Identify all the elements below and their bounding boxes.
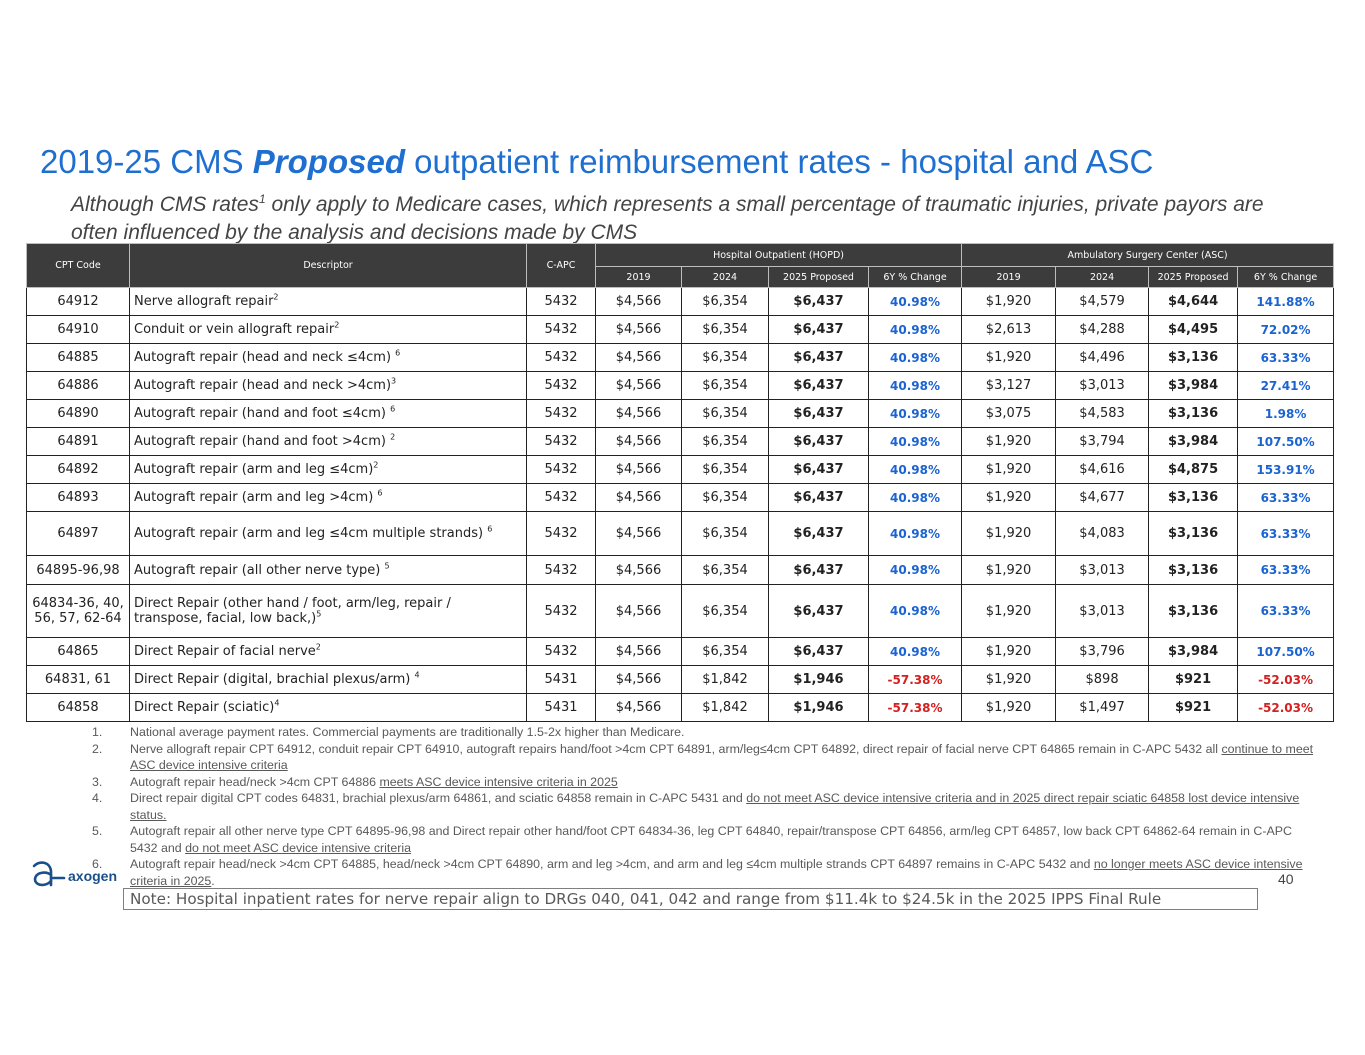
- asc-2019-cell: $1,920: [962, 456, 1056, 484]
- hopd-2025-proposed-cell: $6,437: [769, 512, 869, 556]
- table-row: [27, 638, 1334, 666]
- footnote-item: [92, 774, 1322, 791]
- hopd-2025-proposed-cell: $6,437: [769, 638, 869, 666]
- asc-6y-change-cell: 63.33%: [1238, 344, 1334, 372]
- descriptor-text: Direct Repair of facial nerve: [134, 644, 316, 659]
- hopd-2019-cell: $4,566: [596, 484, 682, 512]
- capc-cell: 5432: [527, 400, 596, 428]
- subtitle-footnote-ref: 1: [258, 192, 266, 206]
- hopd-6y-change-cell: 40.98%: [869, 638, 962, 666]
- descriptor-text: Direct Repair (digital, brachial plexus/arm): [134, 672, 415, 687]
- table-row: [27, 344, 1334, 372]
- asc-6y-change-cell: -52.03%: [1238, 666, 1334, 694]
- capc-cell: 5432: [527, 512, 596, 556]
- hopd-2019-cell: $4,566: [596, 638, 682, 666]
- footnote-text: Nerve allograft repair CPT 64912, conduit repair CPT 64910, autograft repairs hand/foot >4cm CPT 64891, arm/leg≤4cm CPT 64892, direct repair of facial nerve CPT 64865 remain in C-APC 5432 all: [130, 741, 1222, 756]
- header-asc-2024: 2024: [1056, 267, 1149, 288]
- hopd-2024-cell: $1,842: [682, 666, 769, 694]
- capc-cell: 5432: [527, 288, 596, 316]
- descriptor-text: Autograft repair (arm and leg ≤4cm): [134, 462, 374, 477]
- asc-6y-change-cell: 63.33%: [1238, 556, 1334, 585]
- descriptor-cell: [130, 372, 527, 400]
- capc-cell: 5432: [527, 456, 596, 484]
- asc-2025-proposed-cell: $921: [1149, 694, 1238, 722]
- footnote-number: 6.: [92, 857, 103, 871]
- hopd-6y-change-cell: 40.98%: [869, 512, 962, 556]
- asc-2024-cell: $4,288: [1056, 316, 1149, 344]
- header-hopd-2024: 2024: [682, 267, 769, 288]
- footnote-text: Autograft repair all other nerve type CPT 64895-96,98 and Direct repair other hand/foot CPT 64834-36, leg CPT 64840, repair/transpose CPT 64856, arm/leg CPT 64857, low back CPT 64862-64 remain in C-APC 5432 and: [130, 824, 1292, 855]
- footnote-item: [92, 741, 1322, 774]
- asc-2019-cell: $1,920: [962, 288, 1056, 316]
- capc-cell: 5432: [527, 638, 596, 666]
- descriptor-text: Direct Repair (sciatic): [134, 700, 275, 715]
- asc-2025-proposed-cell: $921: [1149, 666, 1238, 694]
- footnote-ref: 5: [384, 561, 390, 571]
- hopd-2019-cell: $4,566: [596, 456, 682, 484]
- cpt-code-cell: 64890: [27, 400, 130, 428]
- table-row: [27, 585, 1334, 638]
- asc-2019-cell: $1,920: [962, 512, 1056, 556]
- footnote-ref: 4: [274, 698, 280, 708]
- subtitle-post: only apply to Medicare cases, which represents a small percentage of traumatic injuries, private payors are often influenced by the analysis and decisions made by CMS: [71, 193, 1264, 244]
- descriptor-cell: [130, 638, 527, 666]
- hopd-2025-proposed-cell: $1,946: [769, 666, 869, 694]
- hopd-2024-cell: $6,354: [682, 512, 769, 556]
- hopd-2019-cell: $4,566: [596, 512, 682, 556]
- hopd-2024-cell: $6,354: [682, 484, 769, 512]
- header-hopd-2025-proposed: 2025 Proposed: [769, 267, 869, 288]
- hopd-6y-change-cell: 40.98%: [869, 372, 962, 400]
- asc-2024-cell: $3,013: [1056, 556, 1149, 585]
- footnote-emphasis: do not meet ASC device intensive criteria: [185, 840, 412, 855]
- capc-cell: 5431: [527, 666, 596, 694]
- asc-2025-proposed-cell: $4,644: [1149, 288, 1238, 316]
- asc-6y-change-cell: -52.03%: [1238, 694, 1334, 722]
- hopd-2025-proposed-cell: $6,437: [769, 428, 869, 456]
- asc-2019-cell: $1,920: [962, 638, 1056, 666]
- footnote-item: [92, 823, 1322, 856]
- hopd-6y-change-cell: 40.98%: [869, 400, 962, 428]
- hopd-2019-cell: $4,566: [596, 428, 682, 456]
- asc-6y-change-cell: 153.91%: [1238, 456, 1334, 484]
- asc-2024-cell: $1,497: [1056, 694, 1149, 722]
- cpt-code-cell: 64895-96,98: [27, 556, 130, 585]
- cpt-code-cell: 64910: [27, 316, 130, 344]
- hopd-2019-cell: $4,566: [596, 400, 682, 428]
- header-asc-2019: 2019: [962, 267, 1056, 288]
- header-asc-2025-proposed: 2025 Proposed: [1149, 267, 1238, 288]
- hopd-2025-proposed-cell: $6,437: [769, 585, 869, 638]
- descriptor-cell: [130, 666, 527, 694]
- asc-6y-change-cell: 107.50%: [1238, 638, 1334, 666]
- capc-cell: 5432: [527, 428, 596, 456]
- asc-2025-proposed-cell: $3,136: [1149, 585, 1238, 638]
- hopd-6y-change-cell: 40.98%: [869, 556, 962, 585]
- asc-6y-change-cell: 63.33%: [1238, 512, 1334, 556]
- page-number: 40: [1278, 871, 1294, 887]
- descriptor-text: Autograft repair (all other nerve type): [134, 562, 385, 578]
- descriptor-text: Autograft repair (head and neck >4cm): [134, 378, 392, 393]
- table-row: [27, 694, 1334, 722]
- footnote-ref: 6: [395, 348, 401, 358]
- hopd-2025-proposed-cell: $6,437: [769, 400, 869, 428]
- footnote-ref: 5: [316, 609, 322, 619]
- asc-2019-cell: $1,920: [962, 666, 1056, 694]
- footnote-number: 2.: [92, 741, 103, 756]
- footnote-text: Autograft repair head/neck >4cm CPT 64885, head/neck >4cm CPT 64890, arm and leg >4cm, and arm and leg ≤4cm multiple strands CPT 64897 remains in C-APC 5432 and: [130, 857, 1094, 871]
- hopd-2025-proposed-cell: $1,946: [769, 694, 869, 722]
- asc-2019-cell: $1,920: [962, 585, 1056, 638]
- asc-6y-change-cell: 72.02%: [1238, 316, 1334, 344]
- descriptor-text: Autograft repair (hand and foot ≤4cm): [134, 406, 391, 421]
- capc-cell: 5432: [527, 344, 596, 372]
- hopd-6y-change-cell: 40.98%: [869, 456, 962, 484]
- capc-cell: 5432: [527, 316, 596, 344]
- footnote-number: 4.: [92, 791, 103, 805]
- asc-2019-cell: $1,920: [962, 556, 1056, 585]
- footnote-item: [92, 790, 1322, 823]
- inpatient-note: Note: Hospital inpatient rates for nerve repair align to DRGs 040, 041, 042 and range from $11.4k to $24.5k in the 2025 IPPS Final Rule: [123, 888, 1258, 910]
- descriptor-cell: [130, 400, 527, 428]
- footnote-text: Autograft repair head/neck >4cm CPT 64886: [130, 774, 380, 789]
- asc-2019-cell: $2,613: [962, 316, 1056, 344]
- header-hopd: Hospital Outpatient (HOPD): [596, 244, 962, 267]
- asc-2025-proposed-cell: $3,136: [1149, 344, 1238, 372]
- cpt-code-cell: 64831, 61: [27, 666, 130, 694]
- footnote-text: Direct repair digital CPT codes 64831, brachial plexus/arm 64861, and sciatic 64858 remain in C-APC 5431 and: [130, 791, 747, 805]
- title-pre: 2019-25 CMS: [40, 143, 253, 180]
- descriptor-cell: [130, 344, 527, 372]
- asc-2019-cell: $1,920: [962, 428, 1056, 456]
- hopd-2024-cell: $6,354: [682, 316, 769, 344]
- asc-2025-proposed-cell: $3,136: [1149, 556, 1238, 585]
- descriptor-text: Autograft repair (hand and foot >4cm): [134, 434, 391, 449]
- table-row: [27, 512, 1334, 556]
- capc-cell: 5432: [527, 585, 596, 638]
- asc-2019-cell: $3,127: [962, 372, 1056, 400]
- hopd-6y-change-cell: 40.98%: [869, 484, 962, 512]
- asc-2019-cell: $1,920: [962, 694, 1056, 722]
- asc-2024-cell: $3,013: [1056, 372, 1149, 400]
- hopd-2019-cell: $4,566: [596, 344, 682, 372]
- hopd-2019-cell: $4,566: [596, 372, 682, 400]
- cpt-code-cell: 64865: [27, 638, 130, 666]
- hopd-2024-cell: $6,354: [682, 556, 769, 585]
- footnote-emphasis: continue to meet ASC device intensive criteria: [130, 741, 1314, 772]
- capc-cell: 5432: [527, 556, 596, 585]
- asc-2024-cell: $4,579: [1056, 288, 1149, 316]
- asc-2024-cell: $4,677: [1056, 484, 1149, 512]
- asc-2024-cell: $3,794: [1056, 428, 1149, 456]
- hopd-2025-proposed-cell: $6,437: [769, 316, 869, 344]
- descriptor-text: Autograft repair (arm and leg ≤4cm multiple strands): [134, 526, 488, 541]
- table-row: [27, 288, 1334, 316]
- header-descriptor: Descriptor: [130, 244, 527, 288]
- footnote-emphasis: no longer meets ASC device intensive criteria in 2025: [130, 857, 1303, 888]
- header-capc: C-APC: [527, 244, 596, 288]
- hopd-6y-change-cell: 40.98%: [869, 288, 962, 316]
- footnote-ref: 2: [273, 292, 279, 302]
- asc-6y-change-cell: 27.41%: [1238, 372, 1334, 400]
- descriptor-cell: [130, 428, 527, 456]
- asc-2025-proposed-cell: $3,984: [1149, 428, 1238, 456]
- descriptor-cell: [130, 512, 527, 556]
- page-title: [40, 143, 1340, 181]
- subtitle-pre: Although CMS rates: [71, 193, 259, 216]
- cpt-code-cell: 64892: [27, 456, 130, 484]
- cpt-code-cell: 64858: [27, 694, 130, 722]
- hopd-2025-proposed-cell: $6,437: [769, 484, 869, 512]
- asc-2019-cell: $3,075: [962, 400, 1056, 428]
- asc-2024-cell: $898: [1056, 666, 1149, 694]
- asc-6y-change-cell: 1.98%: [1238, 400, 1334, 428]
- footnotes-list: [92, 724, 1322, 889]
- asc-2024-cell: $4,583: [1056, 400, 1149, 428]
- asc-2025-proposed-cell: $3,984: [1149, 372, 1238, 400]
- footnote-text: .: [211, 873, 215, 888]
- axogen-logo-wordmark: axogen: [68, 868, 118, 884]
- table-row: [27, 666, 1334, 694]
- footnote-number: 3.: [92, 774, 103, 789]
- header-hopd-6y-change: 6Y % Change: [869, 267, 962, 288]
- hopd-2019-cell: $4,566: [596, 666, 682, 694]
- footnote-ref: 3: [391, 376, 397, 386]
- hopd-2019-cell: $4,566: [596, 585, 682, 638]
- table-row: [27, 428, 1334, 456]
- footnote-ref: 2: [334, 320, 340, 330]
- hopd-6y-change-cell: 40.98%: [869, 344, 962, 372]
- asc-2024-cell: $3,796: [1056, 638, 1149, 666]
- asc-2024-cell: $4,083: [1056, 512, 1149, 556]
- reimbursement-table: [26, 243, 1334, 722]
- descriptor-cell: [130, 288, 527, 316]
- asc-2024-cell: $4,616: [1056, 456, 1149, 484]
- hopd-2024-cell: $6,354: [682, 372, 769, 400]
- axogen-logo-mark-icon: [30, 857, 66, 891]
- footnote-text: National average payment rates. Commercial payments are traditionally 1.5-2x higher than Medicare.: [130, 725, 685, 739]
- hopd-2024-cell: $6,354: [682, 638, 769, 666]
- asc-2019-cell: $1,920: [962, 484, 1056, 512]
- descriptor-text: Nerve allograft repair: [134, 294, 274, 309]
- descriptor-text: Autograft repair (head and neck ≤4cm): [134, 350, 396, 365]
- table-row: [27, 556, 1334, 585]
- footnote-ref: 2: [315, 642, 321, 652]
- asc-2025-proposed-cell: $4,495: [1149, 316, 1238, 344]
- capc-cell: 5432: [527, 484, 596, 512]
- header-cpt-code: CPT Code: [27, 244, 130, 288]
- descriptor-cell: [130, 585, 527, 638]
- hopd-2024-cell: $1,842: [682, 694, 769, 722]
- descriptor-cell: [130, 456, 527, 484]
- cpt-code-cell: 64912: [27, 288, 130, 316]
- hopd-6y-change-cell: 40.98%: [869, 585, 962, 638]
- title-post: outpatient reimbursement rates - hospital and ASC: [404, 143, 1154, 180]
- hopd-2024-cell: $6,354: [682, 288, 769, 316]
- cpt-code-cell: 64885: [27, 344, 130, 372]
- asc-2024-cell: $4,496: [1056, 344, 1149, 372]
- footnote-item: [92, 856, 1322, 889]
- asc-6y-change-cell: 63.33%: [1238, 585, 1334, 638]
- subtitle: [71, 185, 1301, 247]
- hopd-2025-proposed-cell: $6,437: [769, 372, 869, 400]
- hopd-2024-cell: $6,354: [682, 585, 769, 638]
- cpt-code-cell: 64886: [27, 372, 130, 400]
- footnote-number: 5.: [92, 824, 103, 838]
- cpt-code-cell: 64893: [27, 484, 130, 512]
- footnote-ref: 6: [487, 524, 493, 534]
- hopd-2019-cell: $4,566: [596, 694, 682, 722]
- footnote-ref: 2: [373, 460, 379, 470]
- asc-2025-proposed-cell: $3,984: [1149, 638, 1238, 666]
- footnote-emphasis: do not meet ASC device intensive criteria and in 2025 direct repair sciatic 64858 lost device intensive status.: [130, 791, 1300, 822]
- table-row: [27, 484, 1334, 512]
- hopd-2025-proposed-cell: $6,437: [769, 344, 869, 372]
- footnote-ref: 6: [390, 404, 396, 414]
- hopd-6y-change-cell: -57.38%: [869, 694, 962, 722]
- asc-2025-proposed-cell: $3,136: [1149, 484, 1238, 512]
- cpt-code-cell: 64891: [27, 428, 130, 456]
- table-row: [27, 400, 1334, 428]
- hopd-2024-cell: $6,354: [682, 456, 769, 484]
- table-row: [27, 372, 1334, 400]
- footnote-item: [92, 724, 1322, 741]
- table-row: [27, 316, 1334, 344]
- cpt-code-cell: 64834-36, 40, 56, 57, 62-64: [27, 585, 130, 638]
- footnote-number: 1.: [92, 725, 103, 739]
- asc-6y-change-cell: 63.33%: [1238, 484, 1334, 512]
- descriptor-cell: [130, 316, 527, 344]
- hopd-2024-cell: $6,354: [682, 400, 769, 428]
- capc-cell: 5432: [527, 372, 596, 400]
- hopd-2019-cell: $4,566: [596, 556, 682, 585]
- axogen-logo: [30, 857, 130, 893]
- hopd-2025-proposed-cell: $6,437: [769, 456, 869, 484]
- header-hopd-2019: 2019: [596, 267, 682, 288]
- hopd-6y-change-cell: 40.98%: [869, 428, 962, 456]
- capc-cell: 5431: [527, 694, 596, 722]
- hopd-2024-cell: $6,354: [682, 428, 769, 456]
- footnote-emphasis: meets ASC device intensive criteria in 2025: [379, 774, 618, 789]
- descriptor-cell: [130, 484, 527, 512]
- cpt-code-cell: 64897: [27, 512, 130, 556]
- hopd-2019-cell: $4,566: [596, 316, 682, 344]
- title-emphasis: Proposed: [252, 143, 405, 180]
- descriptor-text: Conduit or vein allograft repair: [134, 322, 335, 337]
- footnote-ref: 2: [390, 432, 396, 442]
- descriptor-text: Autograft repair (arm and leg >4cm): [134, 490, 378, 505]
- hopd-6y-change-cell: -57.38%: [869, 666, 962, 694]
- hopd-6y-change-cell: 40.98%: [869, 316, 962, 344]
- hopd-2025-proposed-cell: $6,437: [769, 556, 869, 585]
- asc-2025-proposed-cell: $4,875: [1149, 456, 1238, 484]
- table-body: [27, 288, 1334, 722]
- header-asc-6y-change: 6Y % Change: [1238, 267, 1334, 288]
- asc-2019-cell: $1,920: [962, 344, 1056, 372]
- table-row: [27, 456, 1334, 484]
- header-asc: Ambulatory Surgery Center (ASC): [962, 244, 1334, 267]
- asc-2024-cell: $3,013: [1056, 585, 1149, 638]
- asc-2025-proposed-cell: $3,136: [1149, 512, 1238, 556]
- descriptor-text: Direct Repair (other hand / foot, arm/leg, repair / transpose, facial, low back,): [134, 596, 451, 626]
- hopd-2025-proposed-cell: $6,437: [769, 288, 869, 316]
- hopd-2024-cell: $6,354: [682, 344, 769, 372]
- descriptor-cell: [130, 556, 527, 585]
- footnote-ref: 6: [377, 488, 383, 498]
- footnote-ref: 4: [414, 670, 420, 680]
- asc-6y-change-cell: 141.88%: [1238, 288, 1334, 316]
- hopd-2019-cell: $4,566: [596, 288, 682, 316]
- asc-2025-proposed-cell: $3,136: [1149, 400, 1238, 428]
- asc-6y-change-cell: 107.50%: [1238, 428, 1334, 456]
- descriptor-cell: [130, 694, 527, 722]
